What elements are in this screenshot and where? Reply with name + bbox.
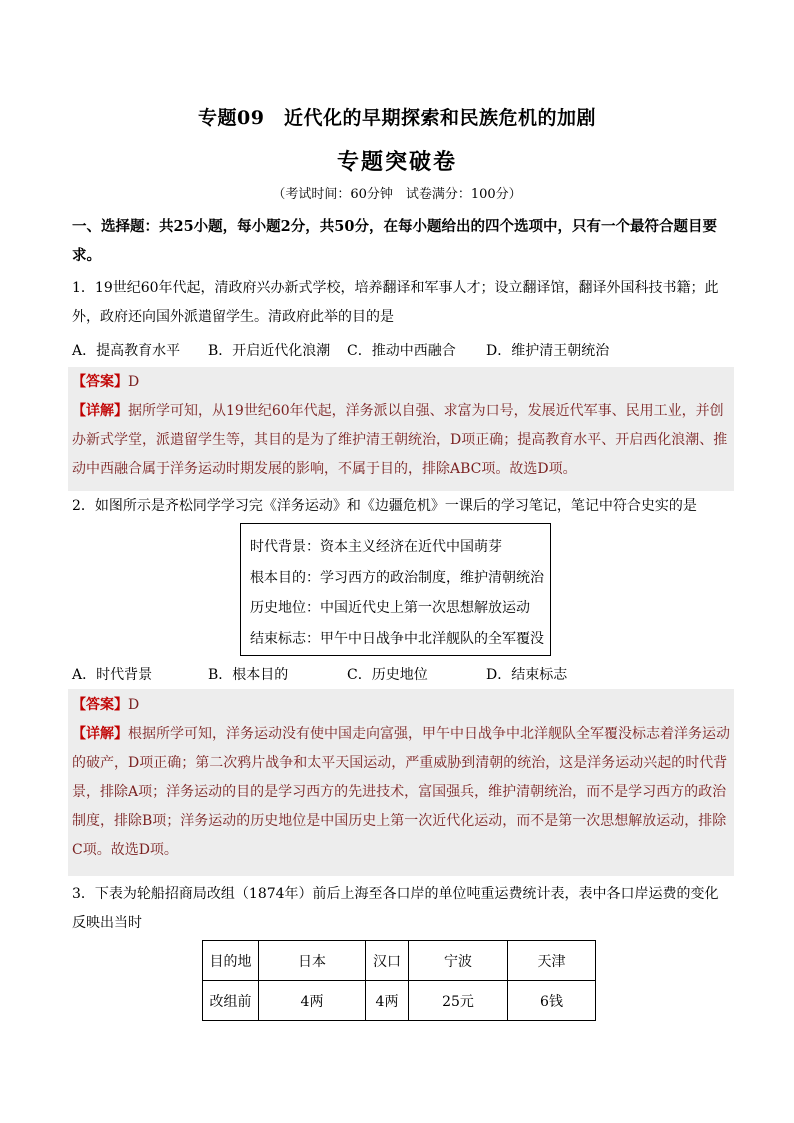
detail-body: 据所学可知，从19世纪60年代起，洋务派以自强、求富为口号，发展近代军事、民用工业，并创办新式学堂，派遣留学生等，其目的是为了维护清王朝统治，D项正确；提高教育水平、开启西化浪潮、推动中西融合属于洋务运动时期发展的影响，不属于目的，排除ABC项。故选D项。	[72, 403, 728, 477]
table-header-row	[203, 941, 596, 981]
note-line: 时代背景：资本主义经济在近代中国萌芽	[250, 539, 502, 555]
option-a: A．提高教育水平	[72, 343, 181, 359]
question-2-stem: 2．如图所示是齐松同学学习完《洋务运动》和《边疆危机》一课后的学习笔记，笔记中符合史实的是	[72, 498, 697, 514]
table-cell: 4两	[366, 981, 409, 1021]
page-title: 专题09 近代化的早期探索和民族危机的加剧	[198, 107, 596, 129]
question-3-stem: 3．下表为轮船招商局改组（1874年）前后上海至各口岸的单位吨重运费统计表，表中各口岸运费的变化反映出当时	[72, 886, 719, 931]
detail-body: 根据所学可知，洋务运动没有使中国走向富强，甲午中日战争中北洋舰队全军覆没标志着洋务运动的破产，D项正确；第二次鸦片战争和太平天国运动，严重威胁到清朝的统治，这是洋务运动兴起的时代背景，排除A项；洋务运动的目的是学习西方的先进技术，富国强兵，维护清朝统治，而不是学习西方的政治制度，排除B项；洋务运动的历史地位是中国历史上第一次近代化运动，而不是第一次思想解放运动，排除C项。故选D项。	[72, 726, 730, 858]
detail-tag: 【详解】	[72, 403, 128, 419]
table-cell: 目的地	[203, 941, 259, 981]
option-c: C．历史地位	[347, 667, 428, 683]
table-cell: 25元	[409, 981, 508, 1021]
page-subtitle: 专题突破卷	[336, 149, 457, 175]
table-cell: 宁波	[409, 941, 508, 981]
option-d: D．结束标志	[486, 667, 568, 683]
question-1-stem: 1．19世纪60年代起，清政府兴办新式学校，培养翻译和军事人才；设立翻译馆，翻译外国科技书籍；此外，政府还向国外派遣留学生。清政府此举的目的是	[72, 280, 719, 325]
table-cell: 日本	[259, 941, 366, 981]
option-c: C．推动中西融合	[347, 343, 456, 359]
answer-value: D	[128, 374, 140, 390]
detail-text	[72, 397, 730, 484]
table-cell: 汉口	[366, 941, 409, 981]
freight-table	[202, 940, 596, 1021]
answer-line	[72, 368, 730, 397]
table-row	[203, 981, 596, 1021]
table-cell: 天津	[508, 941, 596, 981]
detail-tag: 【详解】	[72, 726, 128, 742]
table-cell: 4两	[259, 981, 366, 1021]
answer-tag: 【答案】	[72, 374, 128, 390]
question-2-answer-block	[68, 689, 734, 876]
note-line: 结束标志：甲午中日战争中北洋舰队的全军覆没	[250, 630, 544, 647]
study-notes-box	[240, 523, 551, 656]
note-line: 根本目的：学习西方的政治制度，维护清朝统治	[250, 569, 544, 586]
answer-tag: 【答案】	[72, 697, 128, 713]
table-cell: 改组前	[203, 981, 259, 1021]
option-a: A．时代背景	[72, 667, 153, 683]
table-cell: 6钱	[508, 981, 596, 1021]
option-b: B．开启近代化浪潮	[208, 343, 331, 359]
question-1-answer-block	[68, 367, 734, 491]
detail-text	[72, 720, 730, 865]
answer-line	[72, 691, 730, 720]
note-line: 历史地位：中国近代史上第一次思想解放运动	[250, 600, 530, 616]
section-heading: 一、选择题：共25小题，每小题2分，共50分，在每小题给出的四个选项中，只有一个最符合题目要求。	[72, 218, 717, 264]
option-d: D．维护清王朝统治	[486, 343, 610, 359]
exam-info: （考试时间：60分钟 试卷满分：100分）	[272, 187, 522, 202]
option-b: B．根本目的	[208, 667, 289, 683]
answer-value: D	[128, 697, 140, 713]
